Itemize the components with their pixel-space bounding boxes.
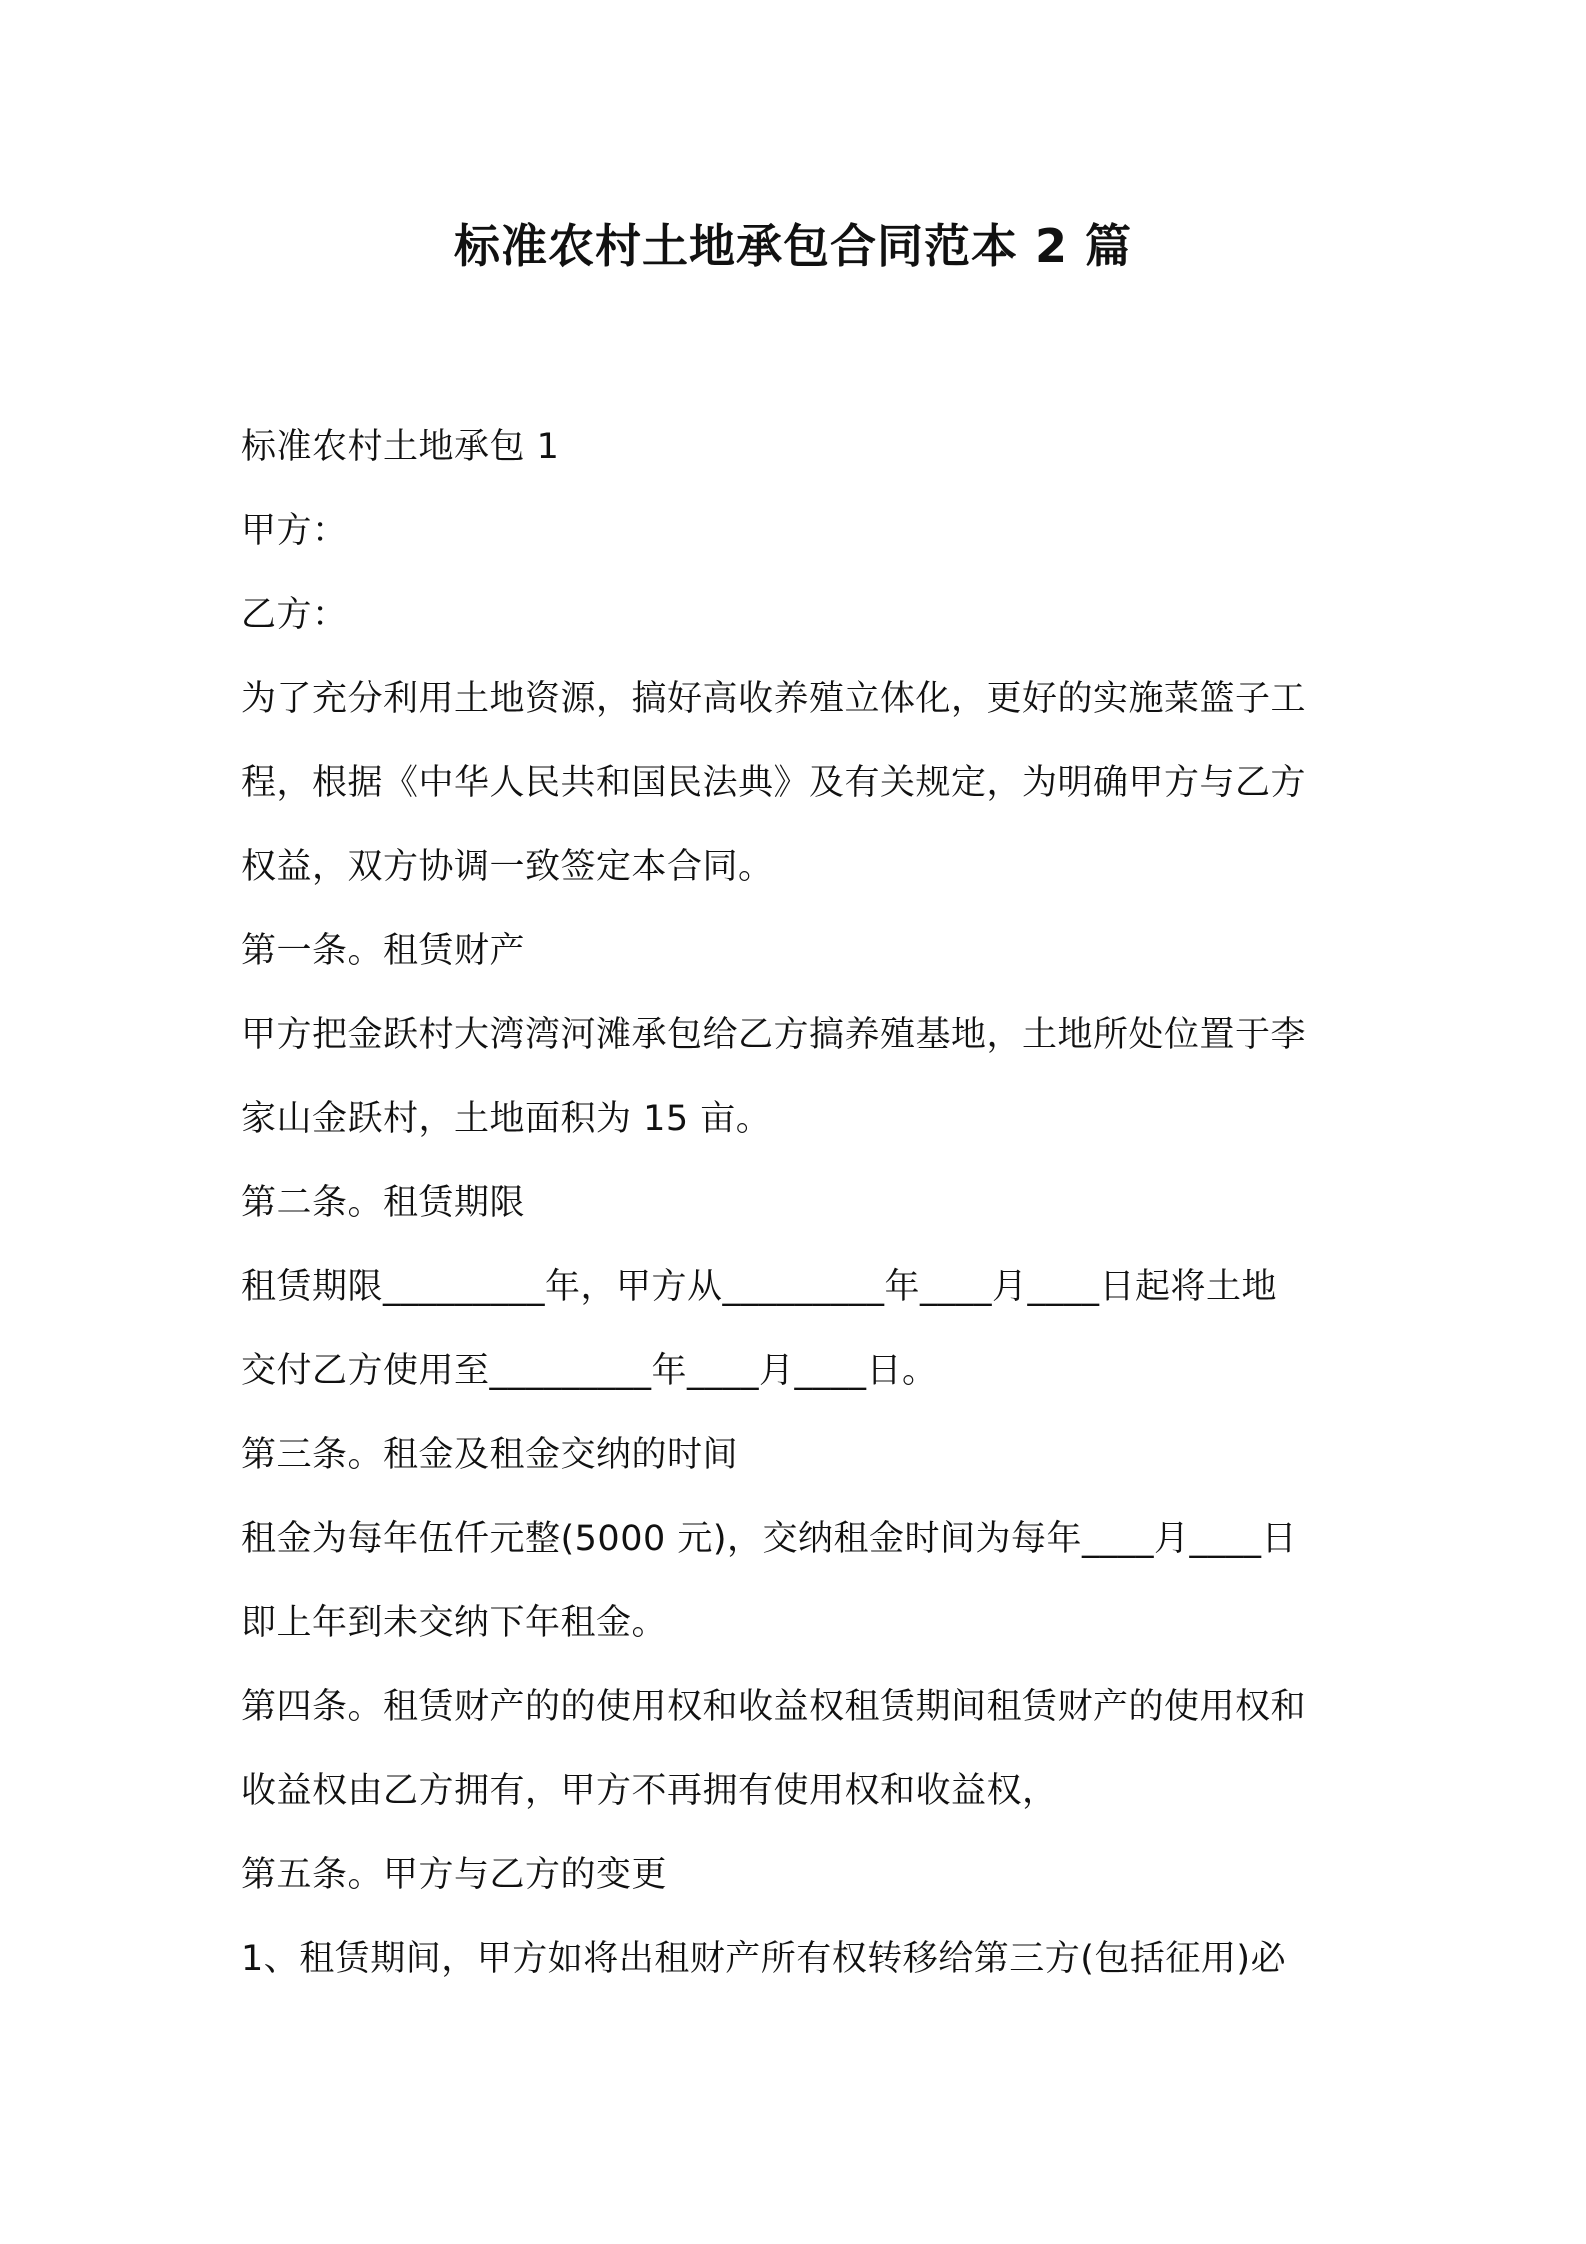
paragraph-line: 租金为每年伍仟元整(5000 元)，交纳租金时间为每年____月____日 xyxy=(241,1519,1298,1559)
article-1-heading: 第一条。租赁财产 xyxy=(241,931,526,971)
party-b-label: 乙方： xyxy=(241,595,348,635)
article-3-heading: 第三条。租金及租金交纳的时间 xyxy=(241,1435,739,1475)
paragraph-line: 交付乙方使用至_________年____月____日。 xyxy=(241,1351,938,1391)
paragraph-line: 即上年到未交纳下年租金。 xyxy=(241,1603,668,1643)
paragraph-line: 家山金跃村，土地面积为 15 亩。 xyxy=(241,1099,772,1139)
paragraph-line: 甲方把金跃村大湾湾河滩承包给乙方搞养殖基地，土地所处位置于李 xyxy=(241,1015,1307,1055)
paragraph-line: 为了充分利用土地资源，搞好高收养殖立体化，更好的实施菜篮子工 xyxy=(241,679,1307,719)
document-body xyxy=(241,405,1351,2001)
section-heading: 标准农村土地承包 1 xyxy=(241,427,560,467)
paragraph-line: 程，根据《中华人民共和国民法典》及有关规定，为明确甲方与乙方 xyxy=(241,763,1307,803)
article-2-heading: 第二条。租赁期限 xyxy=(241,1183,526,1223)
article-5-heading: 第五条。甲方与乙方的变更 xyxy=(241,1855,668,1895)
paragraph-line: 收益权由乙方拥有，甲方不再拥有使用权和收益权， xyxy=(241,1771,1058,1811)
party-a-label: 甲方： xyxy=(241,511,348,551)
document-title: 标准农村土地承包合同范本 2 篇 xyxy=(453,219,1133,273)
article-4-line: 第四条。租赁财产的的使用权和收益权租赁期间租赁财产的使用权和 xyxy=(241,1687,1307,1727)
paragraph-line: 1、租赁期间，甲方如将出租财产所有权转移给第三方(包括征用)必 xyxy=(241,1939,1287,1979)
paragraph-line: 租赁期限_________年，甲方从_________年____月____日起将土地 xyxy=(241,1267,1278,1307)
paragraph-line: 权益，双方协调一致签定本合同。 xyxy=(241,847,774,887)
